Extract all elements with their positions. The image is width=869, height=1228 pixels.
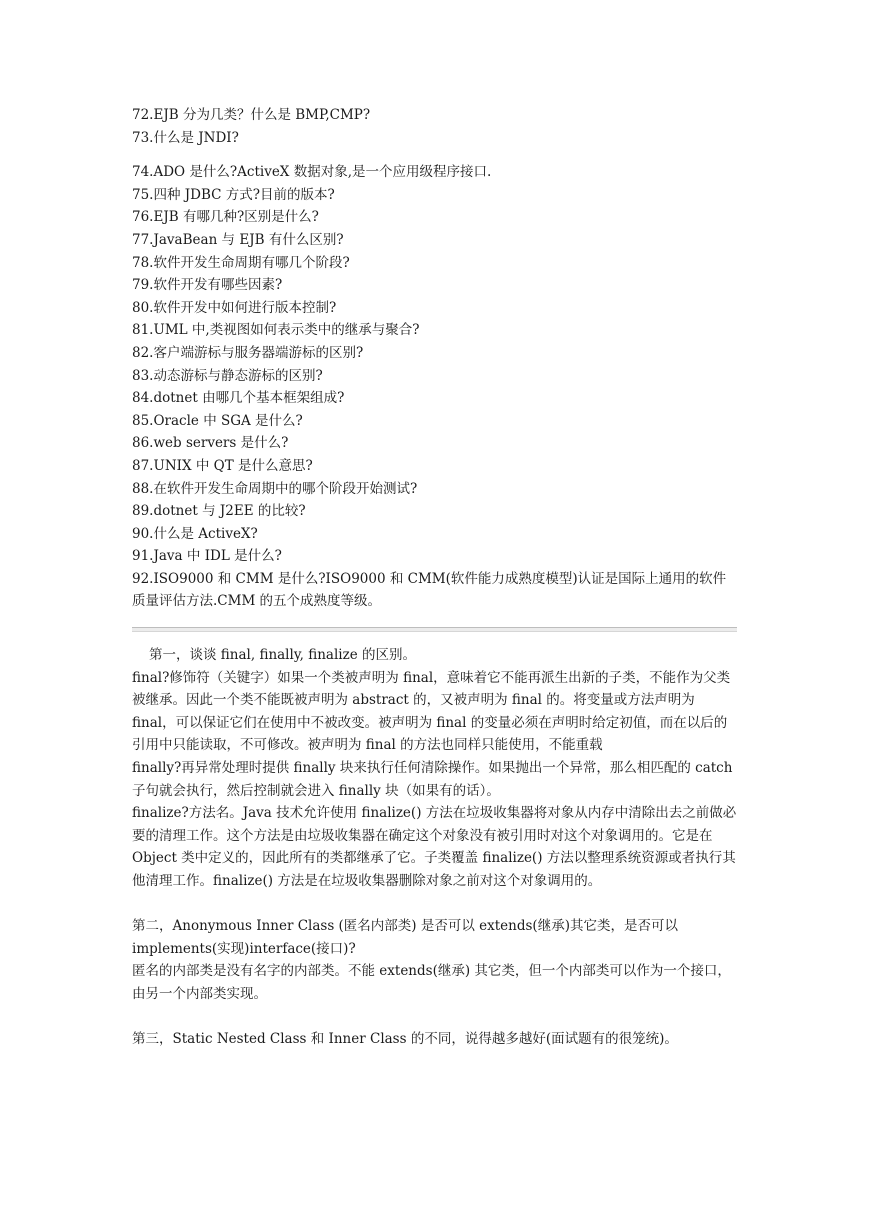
question-item: 90.什么是 ActiveX? [132,525,258,542]
paragraph-spacer [132,1006,737,1029]
question-item: 91.Java 中 IDL 是什么? [132,548,282,565]
question-item: 76.EJB 有哪几种?区别是什么? [132,209,319,226]
horizontal-divider [132,627,737,632]
question-item: 86.web servers 是什么? [132,435,289,452]
question-item: 82.客户端游标与服务器端游标的区别? [132,344,364,361]
section2-answer: 匿名的内部类是没有名字的内部类。不能 extends(继承) 其它类，但一个内部类可以作为一个接口，由另一个内部类实现。 [132,963,731,1002]
question-item: 73.什么是 JNDI? [132,129,239,146]
question-item: 81.UML 中,类视图如何表示类中的继承与聚合? [132,322,420,339]
question-item: 85.Oracle 中 SGA 是什么? [132,412,303,429]
question-item: 72.EJB 分为几类？什么是 BMP,CMP? [132,107,371,123]
section1-heading: 第一，谈谈 final, finally, finalize 的区别。 [149,647,417,664]
question-item: 92.ISO9000 和 CMM 是什么?ISO9000 和 CMM(软件能力成熟度模型)认证是国际上通用的软件质量评估方法.CMM 的五个成熟度等级。 [132,570,727,610]
article-body [132,644,737,1051]
question-item: 83.动态游标与静态游标的区别? [132,367,323,384]
question-item: 80.软件开发中如何进行版本控制? [132,299,337,316]
question-item: 79.软件开发有哪些因素? [132,277,283,294]
question-list [132,104,737,613]
question-item: 77.JavaBean 与 EJB 有什么区别? [132,231,344,248]
document-content [132,104,737,1051]
list-gap [132,149,737,161]
question-item: 78.软件开发生命周期有哪几个阶段? [132,254,350,271]
question-item: 89.dotnet 与 J2EE 的比较? [132,503,306,520]
question-item: 84.dotnet 由哪几个基本框架组成? [132,390,345,407]
question-item: 88.在软件开发生命周期中的哪个阶段开始测试? [132,480,418,497]
question-item: 87.UNIX 中 QT 是什么意思? [132,457,313,474]
section2-heading: 第二，Anonymous Inner Class (匿名内部类) 是否可以 extends(继承)其它类，是否可以 implements(实现)interface(接口)? [132,918,678,957]
finally-paragraph: finally?再异常处理时提供 finally 块来执行任何清除操作。如果抛出一个异常，那么相匹配的 catch 子句就会执行，然后控制就会进入 finally 块（如果有的话）。 [132,760,733,799]
section3-heading: 第三，Static Nested Class 和 Inner Class 的不同，说得越多越好(面试题有的很笼统)。 [132,1031,678,1048]
finalize-paragraph: finalize?方法名。Java 技术允许使用 finalize() 方法在垃圾收集器将对象从内存中清除出去之前做必要的清理工作。这个方法是由垃圾收集器在确定这个对象没有被引用时对这个对象调用的。它是在 Object 类中定义的，因此所有的类都继承了它。子类覆盖 finalize() 方法以整理系统资源或者执行其他清理工作。finalize() 方法是在垃圾收集器删除对象之前对这个对象调用的。 [132,805,737,889]
paragraph-spacer [132,893,737,916]
question-item: 75.四种 JDBC 方式?目前的版本? [132,186,335,203]
final-paragraph: final?修饰符（关键字）如果一个类被声明为 final，意味着它不能再派生出新的子类，不能作为父类被继承。因此一个类不能既被声明为 abstract 的，又被声明为 final 的。将变量或方法声明为 final，可以保证它们在使用中不被改变。被声明为 final 的变量必须在声明时给定初值，而在以后的引用中只能读取，不可修改。被声明为 final 的方法也同样只能使用，不能重载 [132,669,731,754]
question-item: 74.ADO 是什么?ActiveX 数据对象,是一个应用级程序接口. [132,164,492,181]
